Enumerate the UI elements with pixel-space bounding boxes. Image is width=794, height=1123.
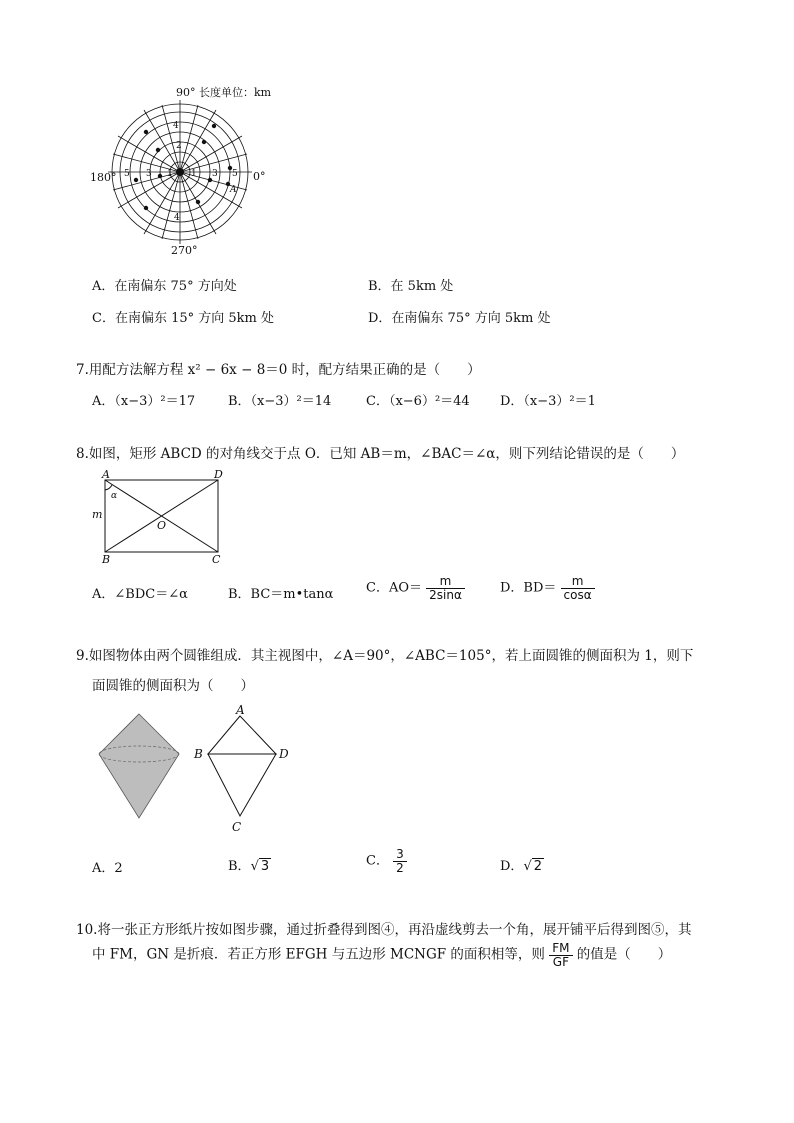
ring-number: 4 <box>173 121 179 131</box>
q8-option-a: A．∠BDC＝∠α <box>92 587 188 602</box>
label-a: A <box>236 703 245 717</box>
label-a: A <box>102 468 110 481</box>
q10-fraction <box>549 942 572 968</box>
q10-line2-suffix: 的值是（ ） <box>576 946 672 963</box>
q9-option-c <box>366 848 407 874</box>
q7-option-d: D．（x−3）²＝1 <box>500 394 596 409</box>
q8-rectangle-figure <box>90 468 235 566</box>
q9-option-c-prefix: C． <box>366 853 389 869</box>
label-c: C <box>212 553 221 566</box>
q9-stem-line1: 9.如图物体由两个圆锥组成．其主视图中，∠A＝90°，∠ABC＝105°，若上面圆锥的侧面积为 1，则下 <box>76 648 694 664</box>
q7-option-c: C．（x−6）²＝44 <box>366 394 470 409</box>
q10-line2-prefix: 中 FM，GN 是折痕．若正方形 EFGH 与五边形 MCNGF 的面积相等，则 <box>92 946 545 963</box>
fraction-numerator: 3 <box>393 848 407 862</box>
ring-number: 2 <box>176 141 182 151</box>
polar-bottom-label: 270° <box>171 244 198 257</box>
q7-stem: 7.用配方法解方程 x² − 6x − 8＝0 时，配方结果正确的是（ ） <box>76 362 481 378</box>
q9-option-b-prefix: B． <box>228 859 251 874</box>
q10-line1: 10.将一张正方形纸片按如图步骤，通过折叠得到图④，再沿虚线剪去一个角，展开铺平后得到图⑤，其 <box>76 922 692 938</box>
fraction-numerator: m <box>426 575 465 589</box>
fraction-numerator: FM <box>549 942 572 956</box>
ring-number: 4 <box>174 213 180 223</box>
sqrt-symbol: √ 3 <box>250 859 270 874</box>
q7-option-a: A．（x−3）²＝17 <box>92 394 196 409</box>
label-d: D <box>279 747 289 761</box>
q10-line2 <box>92 942 671 968</box>
point-label-a: A <box>230 185 237 195</box>
ring-number: 1 <box>191 169 197 179</box>
fraction-denominator: GF <box>552 954 569 969</box>
label-b: B <box>194 747 203 761</box>
q9-double-cone-solid <box>95 712 185 822</box>
q9-front-view-figure <box>190 702 300 837</box>
q6-option-a: A．在南偏东 75° 方向处 <box>92 279 237 294</box>
fraction-denominator: 2 <box>396 860 404 875</box>
label-b: B <box>102 553 111 566</box>
fraction-denominator: cosα <box>563 587 592 602</box>
ring-number: 1 <box>167 169 173 179</box>
q9-option-d-prefix: D． <box>500 859 524 874</box>
fraction-numerator: m <box>561 575 595 589</box>
q8-option-c-fraction <box>426 575 465 601</box>
label-alpha: α <box>111 491 118 501</box>
q7-option-b: B．（x−3）²＝14 <box>228 394 332 409</box>
ring-number: 3 <box>212 169 218 179</box>
sqrt-symbol: √ 2 <box>523 859 543 874</box>
q6-option-c: C．在南偏东 15° 方向 5km 处 <box>92 311 274 326</box>
q8-option-c <box>366 575 465 601</box>
label-o: O <box>157 519 167 532</box>
ring-number: 3 <box>146 169 152 179</box>
q9-option-c-fraction <box>393 848 407 874</box>
polar-top-label: 90° 长度单位：km <box>176 86 272 99</box>
label-m: m <box>92 508 103 521</box>
q8-stem: 8.如图，矩形 ABCD 的对角线交于点 O．已知 AB＝m，∠BAC＝∠α，则下列结论错误的是（ ） <box>76 446 685 462</box>
q9-option-b <box>228 855 271 874</box>
q8-option-c-prefix: C．AO＝ <box>366 580 422 596</box>
label-d: D <box>214 468 223 481</box>
q6-option-b: B．在 5km 处 <box>368 279 454 294</box>
q9-option-d <box>500 855 544 874</box>
ring-number: 5 <box>232 169 238 179</box>
radicand: 3 <box>260 859 270 874</box>
polar-right-label: 0° <box>253 170 266 183</box>
q8-option-d-fraction <box>561 575 595 601</box>
q9-stem-line2: 面圆锥的侧面积为（ ） <box>92 678 254 694</box>
q8-option-d-prefix: D．BD＝ <box>500 580 557 596</box>
q8-option-b: B．BC＝m•tanα <box>228 587 334 602</box>
q9-option-a: A．2 <box>92 861 123 876</box>
q6-option-d: D．在南偏东 75° 方向 5km 处 <box>368 311 551 326</box>
fraction-denominator: 2sinα <box>429 587 462 602</box>
ring-number: 5 <box>124 169 130 179</box>
q8-option-d <box>500 575 595 601</box>
polar-left-label: 180° <box>90 171 117 184</box>
radicand: 2 <box>533 859 543 874</box>
label-c: C <box>232 820 242 834</box>
